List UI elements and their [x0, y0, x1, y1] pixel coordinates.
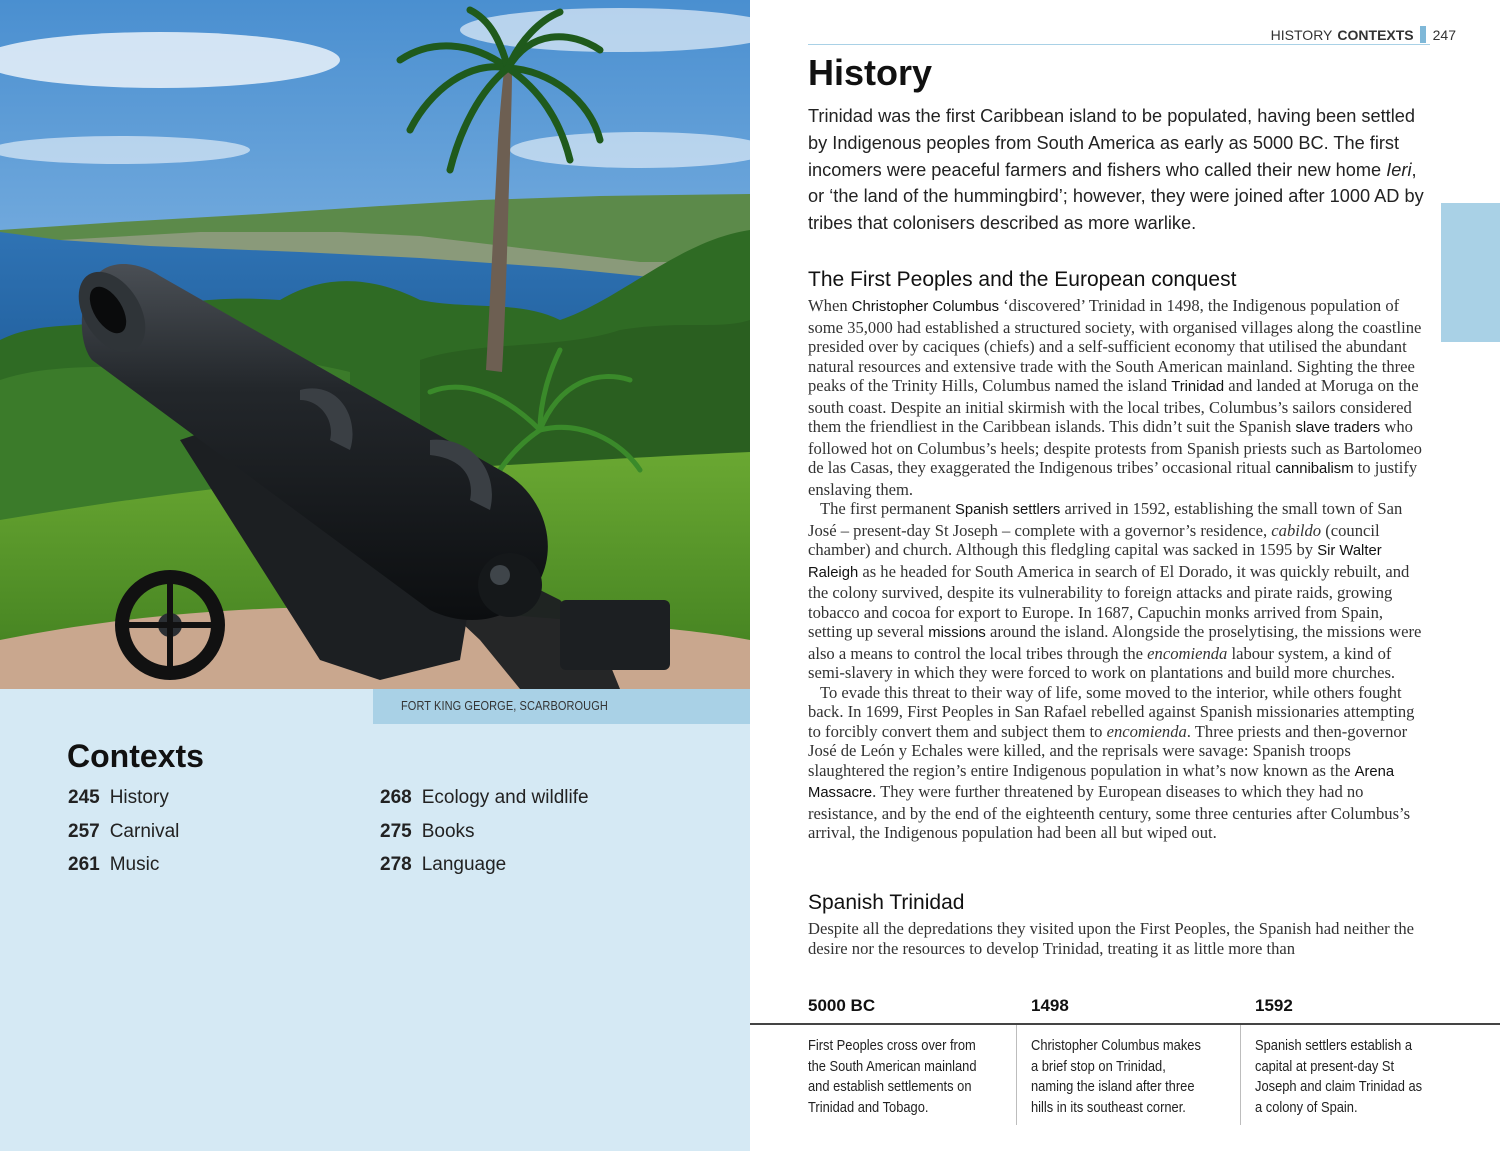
- intro-paragraph: Trinidad was the first Caribbean island to be populated, having been settled by Indigenous peoples from South America as early as 5000 BC. The first incomers were peaceful farmers and fishers who called their new home Ieri, or ‘the land of the hummingbird’; however, they were joined after 1000 AD by tribes that colonisers described as more warlike.: [808, 106, 1424, 234]
- running-head-section: HISTORY: [1270, 26, 1333, 43]
- keyword-christopher-columbus: Christopher Columbus: [851, 299, 999, 315]
- keyword-cannibalism: cannibalism: [1275, 461, 1354, 477]
- timeline-year: 5000 BC: [808, 996, 876, 1015]
- keyword-missions: missions: [928, 625, 986, 641]
- section-body-first-peoples: [808, 296, 1430, 843]
- toc-label: Music: [109, 854, 160, 875]
- contexts-heading: Contexts: [67, 738, 204, 774]
- keyword-arena-massacre: Arena Massacre: [808, 763, 1395, 801]
- timeline-entry: Spanish settlers establish a capital at present-day St Joseph and claim Trinidad as a colony of Spain.: [1255, 1037, 1423, 1116]
- body-paragraph: The first permanent Spanish settlers arrived in 1592, establishing the small town of San José – present-day St Joseph – complete with a governor’s residence, cabildo (council chamber) and church. Although this fledgling capital was sacked in 1595 by Sir Walter Raleigh as he headed for South America in search of El Dorado, it was quickly rebuilt, and the colony survived, despite its vulnerability to foreign attacks and pirate raids, growing tobacco and cocoa for export to Europe. In 1687, Capuchin monks arrived from Spain, setting up several missions around the island. Alongside the proselytising, the missions were also a means to control the local tribes through the encomienda labour system, a kind of semi-slavery in which they were forced to work on plantations and build more churches.: [808, 499, 1422, 682]
- running-head: [1271, 26, 1456, 43]
- toc-label: Books: [421, 821, 475, 842]
- keyword-spanish-settlers: Spanish settlers: [955, 502, 1061, 518]
- timeline-column-divider: [1240, 1025, 1241, 1125]
- body-paragraph: Despite all the depredations they visited upon the First Peoples, the Spanish had neither the desire nor the resources to develop Trinidad, treating it as little more than: [808, 919, 1415, 958]
- section-body-spanish-trinidad: [808, 919, 1430, 958]
- timeline-year: 1498: [1031, 996, 1069, 1015]
- ieri-term: Ieri: [1386, 159, 1412, 180]
- toc-item-ecology[interactable]: [380, 787, 589, 809]
- toc-item-language[interactable]: [380, 854, 506, 876]
- right-page: [750, 0, 1500, 1151]
- timeline-column-divider: [1016, 1025, 1017, 1125]
- photo-caption: FORT KING GEORGE, SCARBOROUGH: [401, 699, 608, 713]
- toc-label: Ecology and wildlife: [421, 787, 589, 808]
- toc-page-number: 245: [68, 787, 100, 808]
- toc-page-number: 257: [68, 821, 100, 842]
- page-title: History: [808, 52, 933, 93]
- timeline-year: 1592: [1255, 996, 1293, 1015]
- cannon-photo: [0, 0, 750, 689]
- chapter-thumb-tab: [1441, 203, 1500, 342]
- toc-page-number: 261: [68, 854, 100, 875]
- toc-label: Language: [421, 854, 507, 875]
- keyword-sir-walter-raleigh: Sir Walter Raleigh: [808, 543, 1382, 581]
- running-head-divider: [1420, 26, 1426, 43]
- toc-item-music[interactable]: [68, 854, 159, 876]
- toc-item-carnival[interactable]: [68, 821, 179, 843]
- toc-page-number: 278: [380, 854, 412, 875]
- keyword-trinidad: Trinidad: [1171, 379, 1225, 395]
- toc-label: Carnival: [109, 821, 180, 842]
- running-head-chapter: CONTEXTS: [1337, 26, 1414, 43]
- timeline-entry: First Peoples cross over from the South American mainland and establish settlements on Trinidad and Tobago.: [808, 1037, 977, 1116]
- toc-page-number: 275: [380, 821, 412, 842]
- section-heading-first-peoples: The First Peoples and the European conquest: [808, 268, 1237, 291]
- toc-item-history[interactable]: [68, 787, 169, 809]
- keyword-slave-traders: slave traders: [1295, 420, 1381, 436]
- body-paragraph: To evade this threat to their way of life, some moved to the interior, while others fought back. In 1699, First Peoples in San Rafael rebelled against Spanish missionaries attempting to forcibly convert them and subject them to encomienda. Three priests and then-governor José de León y Echales were killed, and the reprisals were savage: Spanish troops slaughtered the region’s entire Indigenous population in what’s now known as the Arena Massacre. They were further threatened by European diseases to which they had no resistance, and by the end of the eighteenth century, some three centuries after Columbus’s arrival, the Indigenous population had been all but wiped out.: [808, 682, 1415, 842]
- toc-label: History: [109, 787, 169, 808]
- toc-item-books[interactable]: [380, 821, 475, 843]
- timeline-entry: Christopher Columbus makes a brief stop on Trinidad, naming the island after three hills in its southeast corner.: [1031, 1037, 1201, 1116]
- photo-caption-bar: [373, 689, 750, 724]
- toc-page-number: 268: [380, 787, 412, 808]
- timeline-rule: [750, 1023, 1500, 1025]
- page-number: 247: [1432, 26, 1456, 43]
- body-paragraph: When Christopher Columbus ‘discovered’ Trinidad in 1498, the Indigenous population of some 35,000 had established a structured society, with organised villages along the coastline presided over by caciques (chiefs) and a self-sufficient economy that utilised the abundant natural resources and extensive trade with the South American mainland. Sighting the three peaks of the Trinity Hills, Columbus named the island Trinidad and landed at Moruga on the south coast. Despite an initial skirmish with the local tribes, Columbus’s sailors considered them the friendliest in the Caribbean islands. This didn’t suit the Spanish slave traders who followed hot on Columbus’s heels; despite protests from Spanish priests such as Bartolomeo de las Casas, they exaggerated the Indigenous tribes’ occasional ritual cannibalism to justify enslaving them.: [808, 296, 1422, 499]
- header-rule: [808, 44, 1430, 45]
- section-heading-spanish-trinidad: Spanish Trinidad: [808, 891, 965, 914]
